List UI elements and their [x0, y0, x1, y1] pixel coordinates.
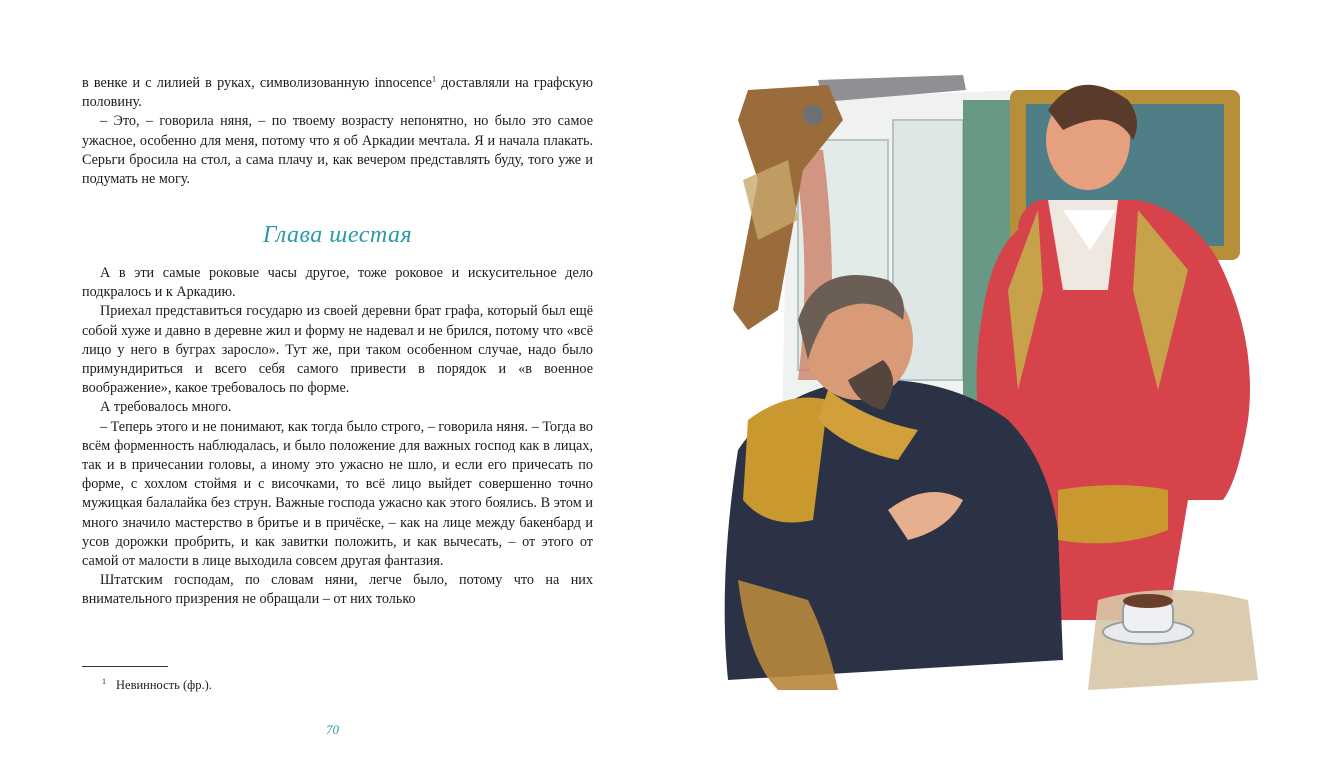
- paragraph-text: в венке и с лилией в руках, символизованную innocence: [82, 75, 432, 91]
- paragraph: [82, 74, 593, 112]
- chapter-body: [82, 264, 593, 610]
- top-text-block: [82, 74, 593, 189]
- chapter-title: Глава шестая: [262, 222, 413, 248]
- paragraph: А в эти самые роковые часы другое, тоже роковое и искусительное дело подкралось и к Аркадию.: [82, 265, 593, 301]
- paragraph: А требовалось много.: [100, 399, 232, 416]
- paragraph: – Теперь этого и не понимают, как тогда было строго, – говорила няня. – Тогда во всём форменность наблюдалась, и было положение для важных господ как в лицах, так и в причесании головы, а иному это ужасно не шло, и если его причесать по форме, с хохлом стоймя и с височками, то всё лицо выйдет совершенно точно мужицкая балалайка без струн. Важные господа ужасно как этого боялись. В этом и много значило мастерство в бритье и в причёске, – как на лице между бакенбард и усов дорожки пробрить, и как завитки положить, и как вычесать, – от этого от самой от малости в лице выходила совсем другая фантазия.: [82, 418, 593, 570]
- footnote-mark: 1: [102, 677, 106, 686]
- page-number: 70: [326, 722, 339, 737]
- paragraph-text: доставляли на графскую половину.: [82, 75, 593, 111]
- paragraph: Приехал представиться государю из своей деревни брат графа, который был ещё собой хуже и давно в деревне жил и форму не надевал и не брился, потому что «всё лицо у него в буграх заросло». Тут же, при таком особенном случае, надо было примундириться и всего себя самого привести в порядок и «в военное воображение», какое требовалось по форме.: [82, 303, 593, 397]
- watercolor-illustration: [718, 60, 1278, 700]
- footnote: [102, 677, 212, 693]
- illustration-svg: [718, 60, 1278, 700]
- paragraph: Штатским господам, по словам няни, легче было, потому что на них внимательного призрения не обращали – от них только: [82, 572, 593, 608]
- footnote-ref: 1: [431, 74, 436, 84]
- paragraph: – Это, – говорила няня, – по твоему возрасту непонятно, но было это самое ужасное, особенно для меня, потому что я об Аркадии мечтала. Я и начала плакать. Серьги бросила на стол, а сама плачу и, как вечером представлять буду, того уже и подумать не могу.: [82, 113, 593, 188]
- footnote-text: Невинность (фр.).: [116, 678, 212, 693]
- footnote-divider: [82, 666, 168, 667]
